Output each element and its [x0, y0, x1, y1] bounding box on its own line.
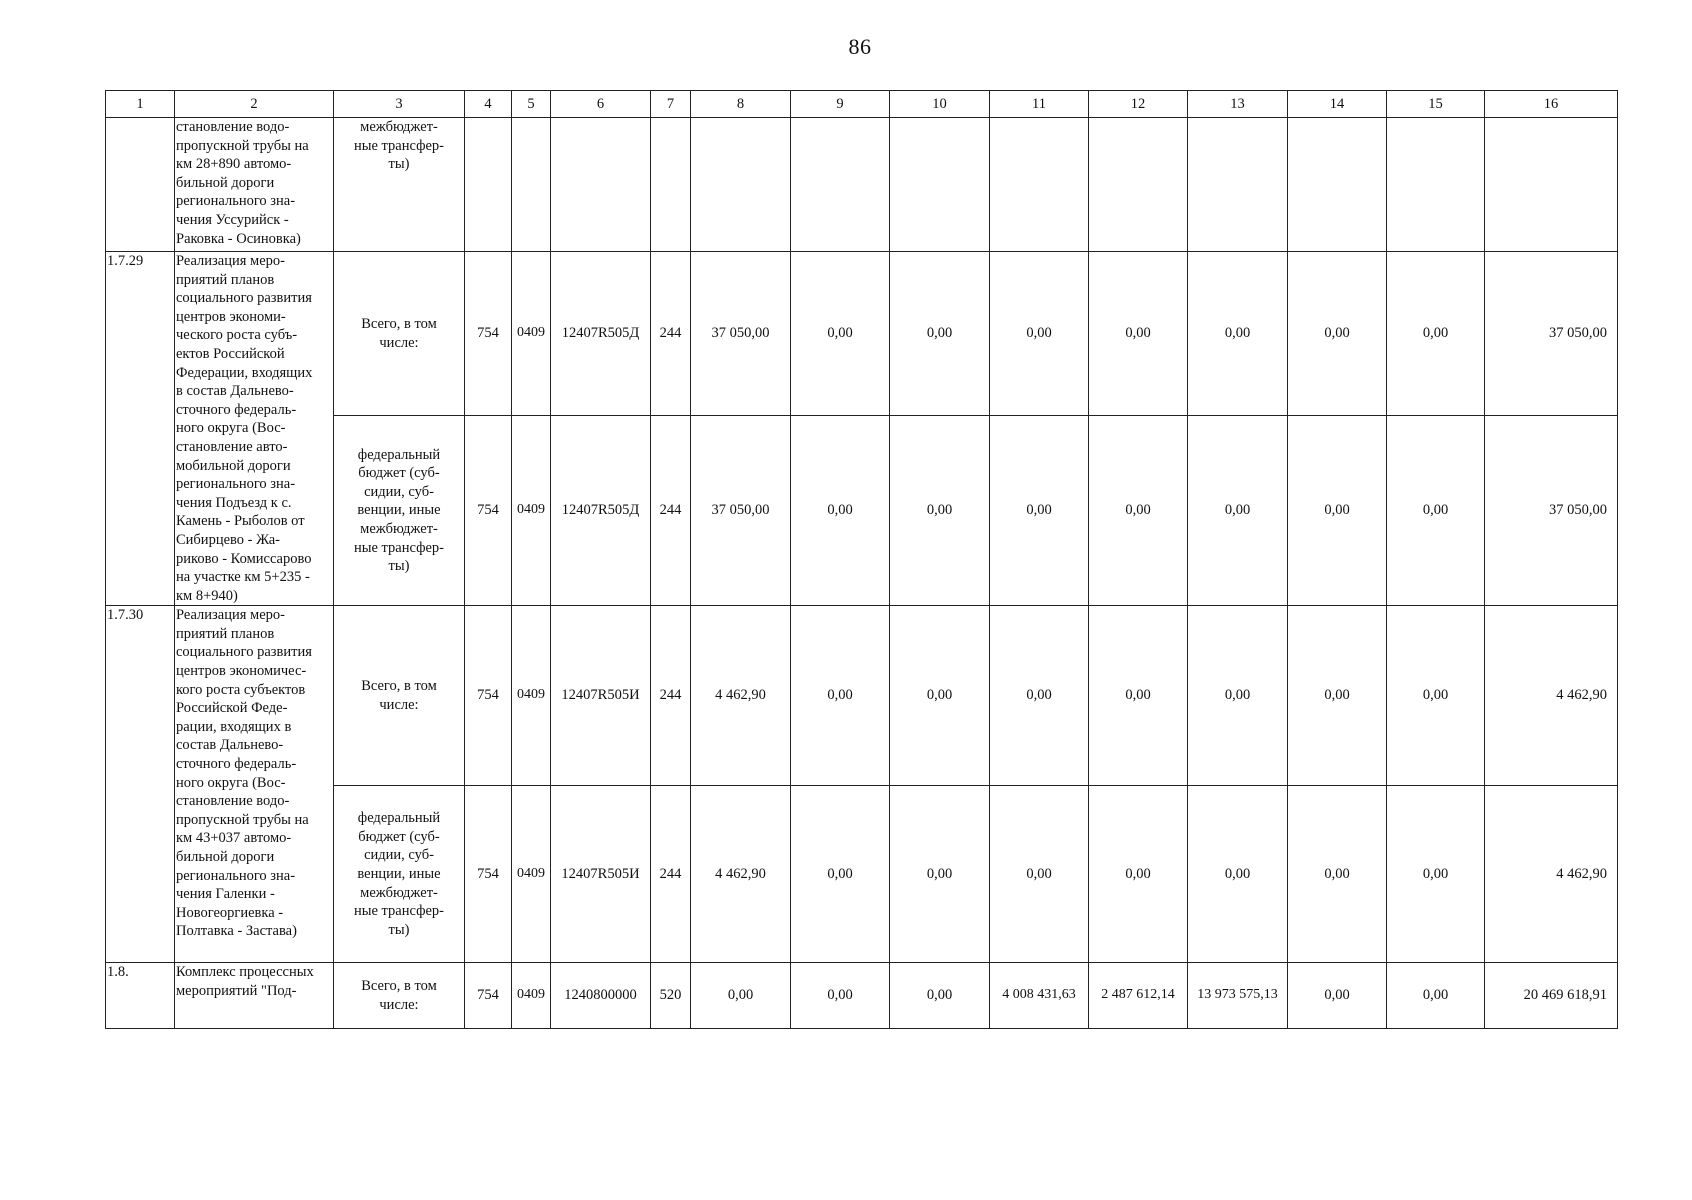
- amount-cell: 0,00: [890, 786, 990, 963]
- column-number: 9: [791, 91, 890, 118]
- amount-cell: 0,00: [1089, 416, 1188, 606]
- empty-cell: [990, 118, 1089, 252]
- amount-cell: 4 008 431,63: [990, 963, 1089, 1029]
- amount-cell: 2 487 612,14: [1089, 963, 1188, 1029]
- funding-source: Всего, в том числе:: [334, 252, 465, 416]
- empty-cell: [1089, 118, 1188, 252]
- column-number: 7: [651, 91, 691, 118]
- column-number: 4: [465, 91, 512, 118]
- amount-cell: 0,00: [1288, 252, 1387, 416]
- amount-cell: 0,00: [1387, 786, 1485, 963]
- amount-cell: 0,00: [1288, 416, 1387, 606]
- expense-type-code: 244: [651, 606, 691, 786]
- amount-cell: 0,00: [1387, 963, 1485, 1029]
- continuation-row: [106, 118, 1618, 252]
- amount-cell: 37 050,00: [1485, 416, 1618, 606]
- amount-cell: 0,00: [1188, 416, 1288, 606]
- amount-cell: 13 973 575,13: [1188, 963, 1288, 1029]
- page-number: 86: [848, 34, 872, 59]
- column-number: 3: [334, 91, 465, 118]
- column-number-row: [106, 91, 1618, 118]
- expense-type-code: 244: [651, 252, 691, 416]
- amount-cell: 0,00: [791, 416, 890, 606]
- amount-cell: 0,00: [890, 416, 990, 606]
- table-row: [106, 606, 1618, 786]
- item-name: становление водо- пропускной трубы на км 28+890 автомо- бильной дороги регионального зна- чения Уссурийск - Раковка - Осиновка): [175, 118, 334, 252]
- funding-source: федеральный бюджет (суб- сидии, суб- венции, иные межбюджет- ные трансфер- ты): [334, 786, 465, 963]
- amount-cell: 0,00: [1387, 252, 1485, 416]
- amount-cell: 0,00: [1188, 786, 1288, 963]
- grbs-code: 754: [465, 606, 512, 786]
- grbs-code: 754: [465, 416, 512, 606]
- amount-cell: 4 462,90: [691, 786, 791, 963]
- amount-cell: 0,00: [890, 606, 990, 786]
- target-article-code: 12407R505Д: [551, 416, 651, 606]
- table-row: [106, 963, 1618, 1029]
- column-number: 11: [990, 91, 1089, 118]
- amount-cell: 0,00: [990, 786, 1089, 963]
- amount-cell: 20 469 618,91: [1485, 963, 1618, 1029]
- amount-cell: 37 050,00: [1485, 252, 1618, 416]
- amount-cell: 0,00: [791, 786, 890, 963]
- item-number: 1.7.30: [106, 606, 175, 963]
- amount-cell: 37 050,00: [691, 252, 791, 416]
- section-code: 0409: [512, 252, 551, 416]
- amount-cell: 0,00: [1089, 252, 1188, 416]
- target-article-code: 12407R505Д: [551, 252, 651, 416]
- amount-cell: 0,00: [1288, 963, 1387, 1029]
- target-article-code: 12407R505И: [551, 606, 651, 786]
- amount-cell: 0,00: [1089, 786, 1188, 963]
- item-number: 1.7.29: [106, 252, 175, 606]
- empty-cell: [791, 118, 890, 252]
- column-number: 13: [1188, 91, 1288, 118]
- empty-cell: [465, 118, 512, 252]
- amount-cell: 0,00: [1288, 606, 1387, 786]
- item-name: Комплекс процессных мероприятий "Под-: [175, 963, 334, 1029]
- empty-cell: [551, 118, 651, 252]
- empty-cell: [1188, 118, 1288, 252]
- amount-cell: 0,00: [990, 606, 1089, 786]
- amount-cell: 4 462,90: [1485, 786, 1618, 963]
- empty-cell: [890, 118, 990, 252]
- empty-cell: [1485, 118, 1618, 252]
- amount-cell: 0,00: [1188, 252, 1288, 416]
- empty-cell: [651, 118, 691, 252]
- expense-type-code: 520: [651, 963, 691, 1029]
- column-number: 14: [1288, 91, 1387, 118]
- amount-cell: 37 050,00: [691, 416, 791, 606]
- empty-cell: [512, 118, 551, 252]
- target-article-code: 12407R505И: [551, 786, 651, 963]
- column-number: 2: [175, 91, 334, 118]
- amount-cell: 0,00: [1089, 606, 1188, 786]
- item-name: Реализация меро- приятий планов социального развития центров экономи- ческого роста субъ- ектов Российской Федерации, входящих в состав Дальнево- сточного федераль- ного округа (Вос- становление авто- мобильной дороги регионального зна- чения Подъезд к с. Камень - Рыболов от Сибирцево - Жа- риково - Комиссарово на участке км 5+235 - км 8+940): [175, 252, 334, 606]
- grbs-code: 754: [465, 786, 512, 963]
- budget-table: [105, 90, 1618, 1029]
- expense-type-code: 244: [651, 786, 691, 963]
- amount-cell: 0,00: [890, 963, 990, 1029]
- column-number: 10: [890, 91, 990, 118]
- section-code: 0409: [512, 606, 551, 786]
- section-code: 0409: [512, 786, 551, 963]
- amount-cell: 0,00: [791, 606, 890, 786]
- empty-cell: [1288, 118, 1387, 252]
- amount-cell: 4 462,90: [1485, 606, 1618, 786]
- funding-source: федеральный бюджет (суб- сидии, суб- венции, иные межбюджет- ные трансфер- ты): [334, 416, 465, 606]
- column-number: 8: [691, 91, 791, 118]
- amount-cell: 4 462,90: [691, 606, 791, 786]
- amount-cell: 0,00: [791, 252, 890, 416]
- amount-cell: 0,00: [1387, 416, 1485, 606]
- section-code: 0409: [512, 416, 551, 606]
- table-row: [106, 252, 1618, 416]
- expense-type-code: 244: [651, 416, 691, 606]
- amount-cell: 0,00: [791, 963, 890, 1029]
- column-number: 5: [512, 91, 551, 118]
- funding-source: межбюджет- ные трансфер- ты): [334, 118, 465, 252]
- column-number: 12: [1089, 91, 1188, 118]
- funding-source: Всего, в том числе:: [334, 963, 465, 1029]
- amount-cell: 0,00: [1188, 606, 1288, 786]
- amount-cell: 0,00: [890, 252, 990, 416]
- grbs-code: 754: [465, 252, 512, 416]
- column-number: 16: [1485, 91, 1618, 118]
- column-number: 6: [551, 91, 651, 118]
- section-code: 0409: [512, 963, 551, 1029]
- amount-cell: 0,00: [1288, 786, 1387, 963]
- grbs-code: 754: [465, 963, 512, 1029]
- amount-cell: 0,00: [691, 963, 791, 1029]
- amount-cell: 0,00: [990, 252, 1089, 416]
- amount-cell: 0,00: [1387, 606, 1485, 786]
- column-number: 1: [106, 91, 175, 118]
- funding-source: Всего, в том числе:: [334, 606, 465, 786]
- amount-cell: 0,00: [990, 416, 1089, 606]
- item-number: [106, 118, 175, 252]
- target-article-code: 1240800000: [551, 963, 651, 1029]
- empty-cell: [1387, 118, 1485, 252]
- item-name: Реализация меро- приятий планов социального развития центров экономичес- кого роста субъектов Российской Феде- рации, входящих в состав Дальнево- сточного федераль- ного округа (Вос- становление водо- пропускной трубы на км 43+037 автомо- бильной дороги регионального зна- чения Галенки - Новогеоргиевка - Полтавка - Застава): [175, 606, 334, 963]
- column-number: 15: [1387, 91, 1485, 118]
- item-number: 1.8.: [106, 963, 175, 1029]
- empty-cell: [691, 118, 791, 252]
